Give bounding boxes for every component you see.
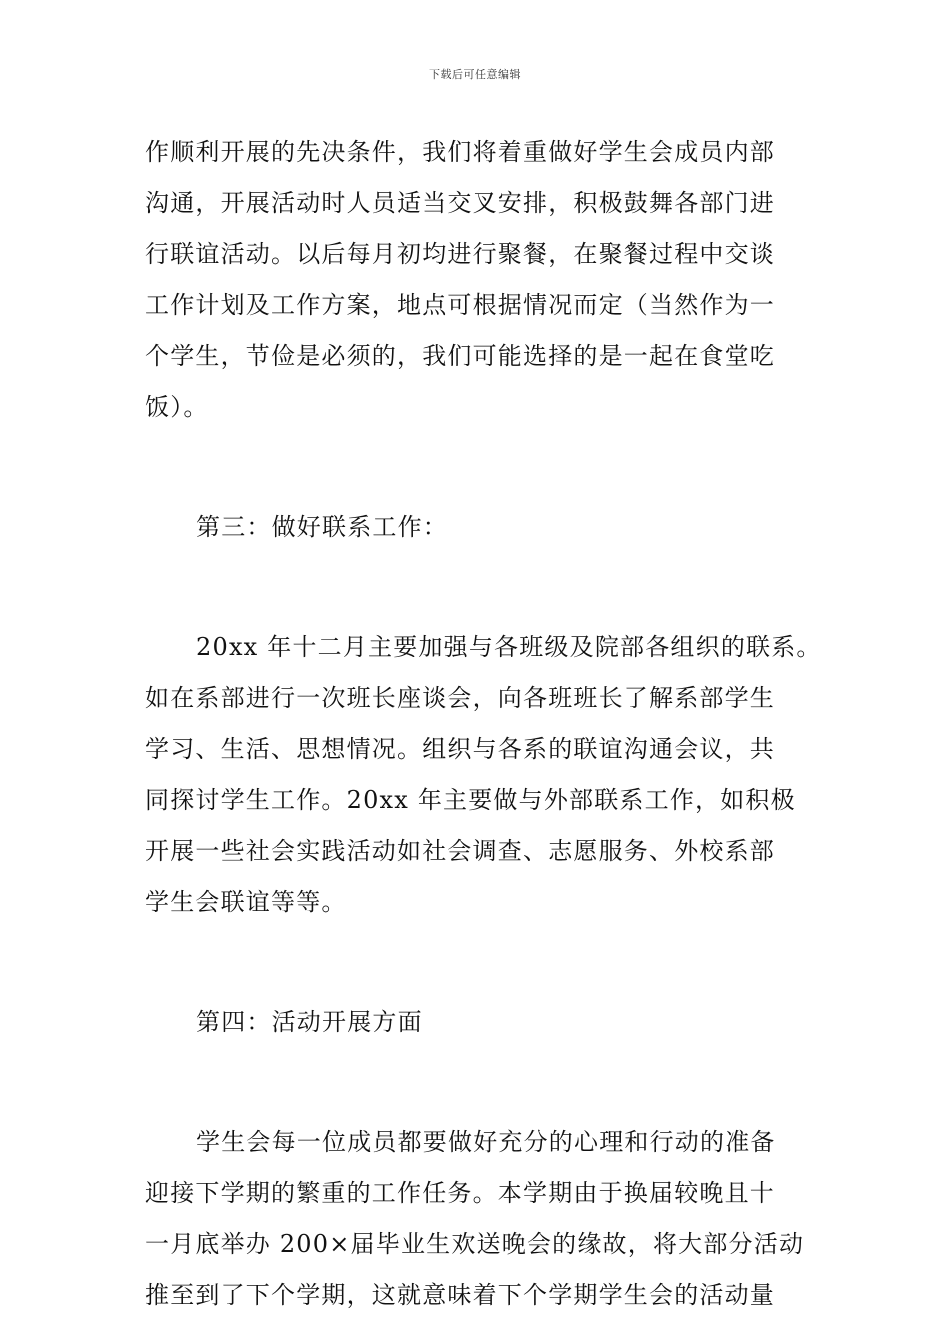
text-line: 行联谊活动。以后每月初均进行聚餐，在聚餐过程中交谈 <box>145 240 775 268</box>
text-line: 开展一些社会实践活动如社会调查、志愿服务、外校系部 <box>145 837 775 865</box>
text-line: 同探讨学生工作。20xx 年主要做与外部联系工作，如积极 <box>145 786 796 814</box>
text-line: 推至到了下个学期，这就意味着下个学期学生会的活动量 <box>145 1281 775 1309</box>
text-line: 作顺利开展的先决条件，我们将着重做好学生会成员内部 <box>145 138 775 166</box>
text-line: 一月底举办 200×届毕业生欢送晚会的缘故，将大部分活动 <box>145 1230 805 1258</box>
text-line: 沟通，开展活动时人员适当交叉安排，积极鼓舞各部门进 <box>145 189 775 217</box>
text-line: 学生会每一位成员都要做好充分的心理和行动的准备 <box>196 1128 776 1156</box>
text-line: 学习、生活、思想情况。组织与各系的联谊沟通会议，共 <box>145 735 775 763</box>
text-line: 如在系部进行一次班长座谈会，向各班班长了解系部学生 <box>145 684 775 712</box>
paragraph-contact-work <box>145 622 822 928</box>
paragraph-activities <box>145 1117 810 1321</box>
text-line: 学生会联谊等等。 <box>145 888 347 916</box>
paragraph-continued <box>145 127 810 433</box>
document-body <box>145 127 822 1321</box>
section-heading: 第三：做好联系工作： <box>196 513 448 541</box>
text-line: 个学生，节俭是必须的，我们可能选择的是一起在食堂吃 <box>145 342 775 370</box>
section-heading: 第四：活动开展方面 <box>196 1008 423 1036</box>
text-line: 迎接下学期的繁重的工作任务。本学期由于换届较晚且十 <box>145 1179 775 1207</box>
header-note: 下载后可任意编辑 <box>429 68 521 81</box>
text-line: 20xx 年十二月主要加强与各班级及院部各组织的联系。 <box>196 633 822 661</box>
text-line: 饭）。 <box>145 393 209 421</box>
section-heading-four <box>145 997 810 1048</box>
text-line: 工作计划及工作方案，地点可根据情况而定（当然作为一 <box>145 291 775 319</box>
section-heading-three <box>145 502 810 553</box>
